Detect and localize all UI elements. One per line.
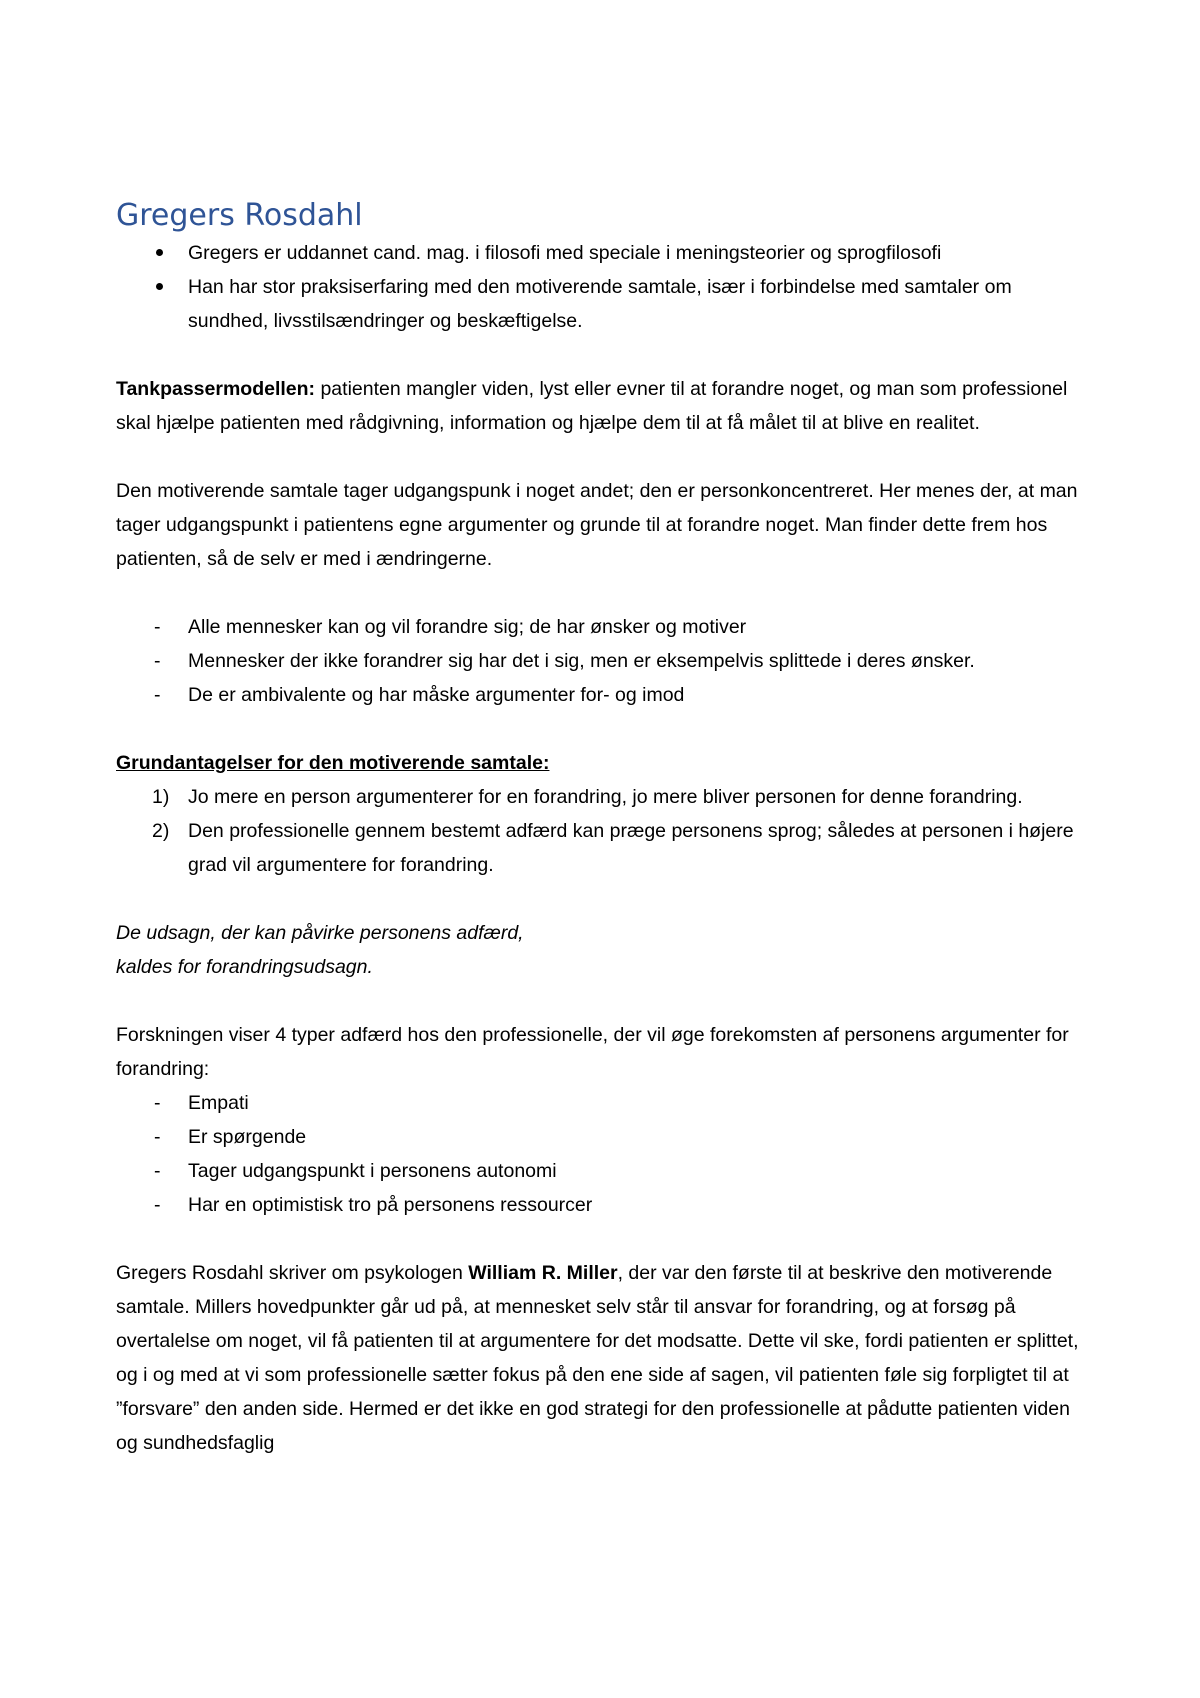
spacer (116, 712, 1096, 746)
list-item (116, 1086, 1096, 1120)
spacer (116, 338, 1096, 372)
spacer (116, 1222, 1096, 1256)
list-item (116, 1188, 1096, 1222)
miller-text-before: Gregers Rosdahl skriver om psykologen (116, 1262, 469, 1284)
list-item-text: Er spørgende (188, 1126, 307, 1148)
list-item-text: Har en optimistisk tro på personens ressourcer (188, 1194, 593, 1216)
grundantagelser-heading: Grundantagelser for den motiverende samtale: (116, 752, 550, 774)
list-number: 2) (152, 820, 170, 842)
list-item (116, 678, 1096, 712)
list-item (116, 780, 1096, 814)
list-item-text: Gregers er uddannet cand. mag. i filosofi med speciale i meningsteorier og sprogfilosofi (188, 242, 942, 264)
tankpasser-label: Tankpassermodellen: (116, 378, 316, 400)
italic-line: kaldes for forandringsudsagn. (116, 956, 373, 978)
dash-list-behaviours (116, 1086, 1096, 1222)
forskning-paragraph: Forskningen viser 4 typer adfærd hos den professionelle, der vil øge forekomsten af personens argumenter for forandring: (116, 1024, 1069, 1080)
list-item (116, 814, 1096, 882)
italic-line: De udsagn, der kan påvirke personens adfærd, (116, 922, 524, 944)
list-item (116, 236, 1096, 270)
list-item-text: De er ambivalente og har måske argumenter for- og imod (188, 684, 685, 706)
list-item-text: Han har stor praksiserfaring med den motiverende samtale, især i forbindelse med samtaler om sundhed, livsstilsændringer og beskæftigelse. (188, 276, 1012, 332)
tankpasser-paragraph (116, 372, 1096, 440)
document-title: Gregers Rosdahl (116, 198, 363, 233)
miller-text-after: , der var den første til at beskrive den motiverende samtale. Millers hovedpunkter går ud på, at mennesket selv står til ansvar for forandring, og at forsøg på overtalelse om noget, vil få patienten til at argumentere for det modsatte. Dette vil ske, fordi patienten er splittet, og i og med at vi som professionelle sætter fokus på den ene side af sagen, vil patienten føle sig forpligtet til at ”forsvare” den anden side. Hermed er det ikke en god strategi for den professionelle at pådutte patienten viden og sundhedsfaglig (116, 1262, 1079, 1454)
miller-name: William R. Miller (468, 1262, 618, 1284)
spacer (116, 984, 1096, 1018)
list-item-text: Jo mere en person argumenterer for en forandring, jo mere bliver personen for denne forandring. (188, 786, 1023, 808)
motiverende-paragraph: Den motiverende samtale tager udgangspunk i noget andet; den er personkoncentreret. Her menes der, at man tager udgangspunkt i patientens egne argumenter og grunde til at forandre noget. Man finder dette frem hos patienten, så de selv er med i ændringerne. (116, 480, 1078, 570)
spacer (116, 882, 1096, 916)
list-item-text: Alle mennesker kan og vil forandre sig; de har ønsker og motiver (188, 616, 747, 638)
dash-list-assumptions (116, 610, 1096, 712)
miller-paragraph (116, 1256, 1096, 1460)
list-item (116, 610, 1096, 644)
list-item-text: Tager udgangspunkt i personens autonomi (188, 1160, 557, 1182)
tankpasser-text: patienten mangler viden, lyst eller evner til at forandre noget, og man som professionel skal hjælpe patienten med rådgivning, information og hjælpe dem til at få målet til at blive en realitet. (116, 378, 1068, 434)
list-item (116, 270, 1096, 338)
intro-bullet-list (116, 236, 1096, 338)
list-item-text: Mennesker der ikke forandrer sig har det i sig, men er eksempelvis splittede i deres ønsker. (188, 650, 975, 672)
list-item-text: Empati (188, 1092, 249, 1114)
list-item-text: Den professionelle gennem bestemt adfærd kan præge personens sprog; således at personen i højere grad vil argumentere for forandring. (188, 820, 1074, 876)
spacer (116, 576, 1096, 610)
grundantagelser-numbered-list (116, 780, 1096, 882)
list-number: 1) (152, 786, 170, 808)
list-item (116, 1120, 1096, 1154)
list-item (116, 1154, 1096, 1188)
list-item (116, 644, 1096, 678)
spacer (116, 440, 1096, 474)
document-page (116, 196, 1096, 1460)
